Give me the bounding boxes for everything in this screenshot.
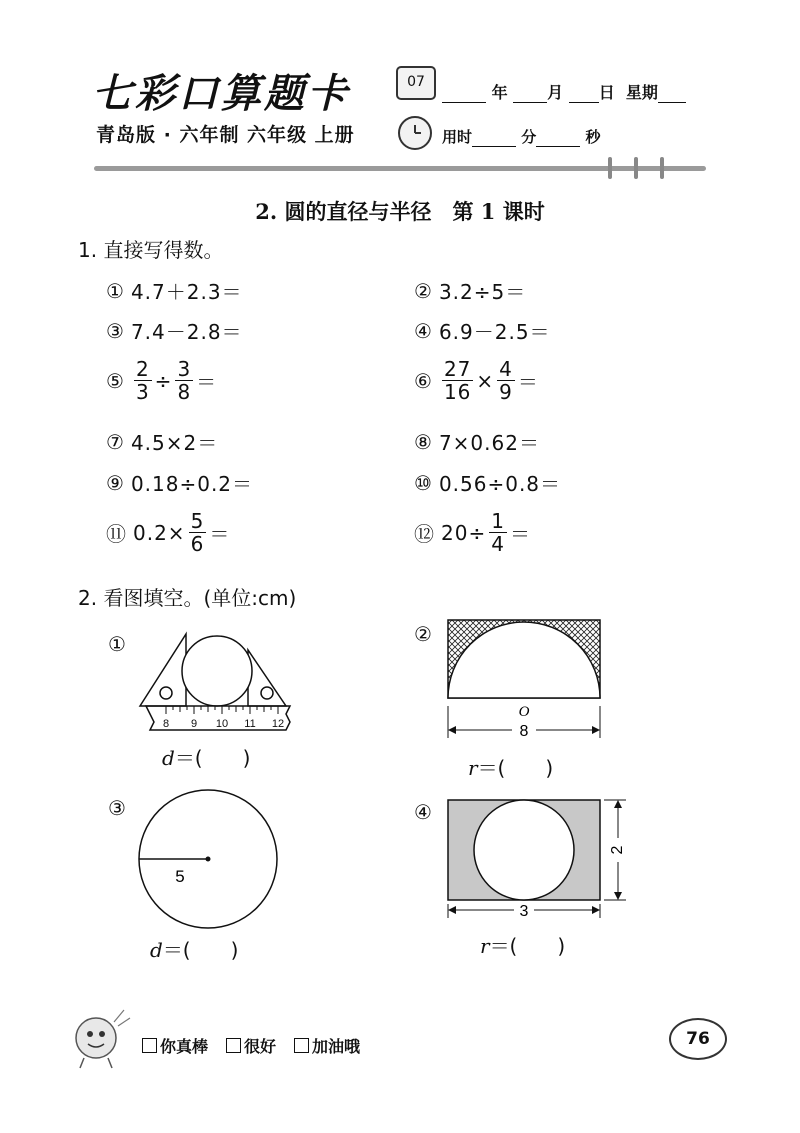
ruler-tick-label: 10 <box>215 718 229 730</box>
figure-2-diagram <box>440 614 608 744</box>
width-label: 8 <box>519 723 529 740</box>
width-label: 3 <box>519 903 529 920</box>
checkbox-icon <box>142 1038 157 1053</box>
check-good[interactable]: 很好 <box>226 1034 276 1057</box>
figure-1-diagram <box>136 626 296 740</box>
ruler-tick-label: 9 <box>190 718 198 730</box>
left-triangle-ruler <box>140 634 186 706</box>
year-label: 年 <box>491 83 508 102</box>
problem-9: ⑨ 0.18÷0.2＝ <box>106 470 254 496</box>
check-keep-going[interactable]: 加油哦 <box>294 1034 360 1057</box>
checkbox-icon <box>294 1038 309 1053</box>
height-label: 2 <box>609 845 627 855</box>
clock-icon <box>398 116 432 150</box>
problem-10: ⑩ 0.56÷0.8＝ <box>414 470 562 496</box>
check-great[interactable]: 你真棒 <box>142 1034 208 1057</box>
figure-2-mark: ② <box>414 622 433 646</box>
measured-circle <box>182 636 252 706</box>
problem-8: ⑧ 7×0.62＝ <box>414 429 540 455</box>
problem-1: ① 4.7＋2.3＝ <box>106 278 243 304</box>
problem-4: ④ 6.9－2.5＝ <box>414 318 551 344</box>
section1-title: 1. 直接写得数。 <box>78 238 224 262</box>
brand-title: 七彩口算题卡 <box>92 70 350 117</box>
ruler-tick-label: 12 <box>271 718 285 730</box>
weekday-label: 星期 <box>625 83 658 102</box>
calendar-icon <box>396 66 436 100</box>
figure-2-answer: r＝( ) <box>468 756 554 780</box>
ruler-tick-label: 8 <box>162 718 170 730</box>
fraction: $\frac{2}{3}$ <box>135 357 150 404</box>
date-fields <box>442 80 686 103</box>
problem-6: ⑥ $\frac{27}{16}$ × $\frac{4}{9}$ ＝ <box>414 357 539 404</box>
fraction: $\frac{4}{9}$ <box>499 357 513 404</box>
header-divider <box>94 166 706 171</box>
minute-label: 分 <box>521 128 537 146</box>
radius-label: 5 <box>175 867 185 886</box>
calendar-day: 07 <box>407 74 425 90</box>
problem-12: ⑫ 20÷ $\frac{1}{4}$ ＝ <box>414 509 531 556</box>
figure-3-answer: d＝( ) <box>150 938 239 962</box>
second-label: 秒 <box>585 128 601 146</box>
self-evaluation <box>142 1034 360 1057</box>
time-label: 用时 <box>442 128 473 146</box>
edition-subtitle: 青岛版 · 六年制 六年级 上册 <box>96 124 355 146</box>
figure-3-mark: ③ <box>108 796 127 820</box>
problem-3: ③ 7.4－2.8＝ <box>106 318 243 344</box>
checkbox-icon <box>226 1038 241 1053</box>
inscribed-circle <box>474 800 574 900</box>
figure-3-diagram <box>134 786 284 932</box>
fraction: $\frac{1}{4}$ <box>491 509 505 556</box>
divider-tick <box>608 157 612 179</box>
ruler-tick-label: 11 <box>244 718 256 730</box>
figure-1-mark: ① <box>108 632 127 656</box>
center-dot <box>206 857 211 862</box>
month-label: 月 <box>547 83 564 102</box>
divider-tick <box>660 157 664 179</box>
lesson-title: 2. 圆的直径与半径 第 1 课时 <box>255 199 545 224</box>
figure-4-mark: ④ <box>414 800 433 824</box>
time-fields <box>442 126 601 147</box>
problem-2: ② 3.2÷5＝ <box>414 278 527 304</box>
fraction: $\frac{5}{6}$ <box>190 509 205 556</box>
figure-4-diagram <box>440 792 630 922</box>
problem-7: ⑦ 4.5×2＝ <box>106 429 219 455</box>
fraction: $\frac{27}{16}$ <box>443 357 472 404</box>
section2-title: 2. 看图填空。(单位:cm) <box>78 586 297 610</box>
page-number: 76 <box>669 1018 727 1060</box>
problem-11: ⑪ 0.2× $\frac{5}{6}$ ＝ <box>106 509 231 556</box>
mascot-icon <box>66 1004 136 1070</box>
problem-5: ⑤ $\frac{2}{3}$ ÷ $\frac{3}{8}$ ＝ <box>106 357 218 404</box>
right-triangle-ruler <box>248 650 286 706</box>
divider-tick <box>634 157 638 179</box>
figure-1-answer: d＝( ) <box>162 746 251 770</box>
day-label: 日 <box>598 83 615 102</box>
figure-4-answer: r＝( ) <box>480 934 566 958</box>
fraction: $\frac{3}{8}$ <box>177 357 192 404</box>
center-label: O <box>518 704 530 720</box>
